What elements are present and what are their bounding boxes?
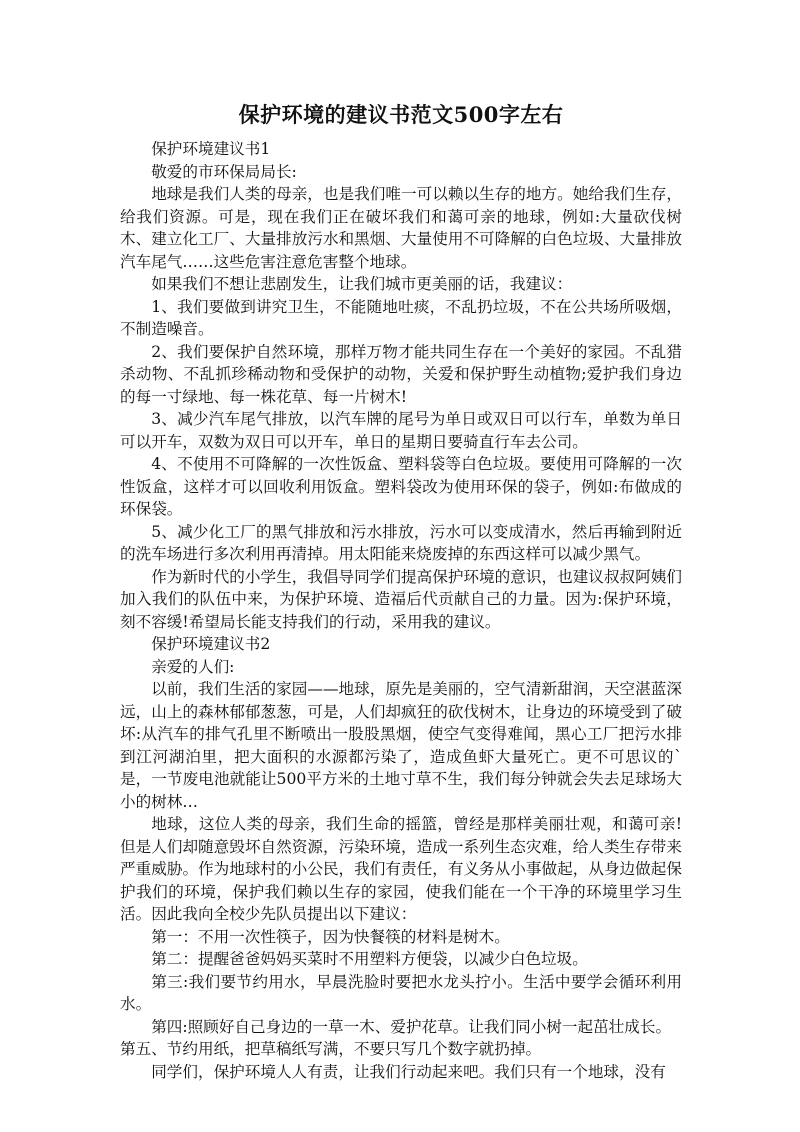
paragraph: 地球，这位人类的母亲，我们生命的摇篮，曾经是那样美丽壮观，和蔼可亲!但是人们却随意毁坏自然资源，污染环境，造成一系列生态灾难，给人类生存带来严重威胁。作为地球村的小公民，我们有责任，有义务从小事做起，从身边做起保护我们的环境，保护我们赖以生存的家园，使我们能在一个干净的环境里学习生活。因此我向全校少先队员提出以下建议：	[120, 815, 682, 923]
paragraph: 地球是我们人类的母亲，也是我们唯一可以赖以生存的地方。她给我们生存，给我们资源。可是，现在我们正在破坏我们和蔼可亲的地球，例如:大量砍伐树木、建立化工厂、大量排放污水和黑烟、大量使用不可降解的白色垃圾、大量排放汽车尾气……这些危害注意危害整个地球。	[120, 185, 682, 271]
document-body	[120, 100, 682, 1083]
paragraph: 1、我们要做到讲究卫生，不能随地吐痰，不乱扔垃圾，不在公共场所吸烟，不制造噪音。	[120, 297, 682, 338]
paragraph: 如果我们不想让悲剧发生，让我们城市更美丽的话，我建议：	[151, 275, 573, 293]
paragraph: 5、减少化工厂的黑气排放和污水排放，污水可以变成清水，然后再输到附近的洗车场进行多次利用再清掉。用太阳能来烧废掉的东西这样可以减少黑气。	[120, 522, 682, 563]
paragraph: 保护环境建议书1	[151, 140, 271, 158]
paragraph: 第二：提醒爸爸妈妈买菜时不用塑料方便袋，以减少白色垃圾。	[151, 950, 588, 968]
paragraph: 敬爱的市环保局局长:	[151, 162, 297, 181]
paragraph: 2、我们要保护自然环境，那样万物才能共同生存在一个美好的家园。不乱猎杀动物、不乱抓珍稀动物和受保护的动物，关爱和保护野生动植物;爱护我们身边的每一寸绿地、每一株花草、每一片树木!	[120, 342, 682, 406]
paragraph: 作为新时代的小学生，我倡导同学们提高保护环境的意识，也建议叔叔阿姨们加入我们的队伍中来，为保护环境、造福后代贡献自己的力量。因为:保护环境，刻不容缓!希望局长能支持我们的行动，采用我的建议。	[120, 567, 682, 631]
paragraph: 第四:照顾好自己身边的一草一木、爱护花草。让我们同小树一起茁壮成长。	[151, 1017, 672, 1036]
paragraph: 保护环境建议书2	[151, 635, 271, 653]
paragraph: 4、不使用不可降解的一次性饭盒、塑料袋等白色垃圾。要使用可降解的一次性饭盒，这样才可以回收利用饭盒。塑料袋改为使用环保的袋子，例如:布做成的环保袋。	[120, 455, 682, 518]
paragraph: 第三:我们要节约用水，早晨洗脸时要把水龙头拧小。生活中要学会循环利用水。	[120, 972, 682, 1013]
paragraph: 第五、节约用纸，把草稿纸写满，不要只写几个数字就扔掉。	[120, 1040, 542, 1058]
paragraph: 同学们，保护环境人人有责，让我们行动起来吧。我们只有一个地球，没有	[151, 1062, 666, 1081]
paragraph: 第一：不用一次性筷子，因为快餐筷的材料是树木。	[151, 927, 510, 946]
paragraph: 亲爱的人们:	[151, 657, 235, 676]
paragraph: 以前，我们生活的家园——地球，原先是美丽的，空气清新甜润，天空湛蓝深远，山上的森林郁郁葱葱，可是，人们却疯狂的砍伐树木，让身边的环境受到了破坏:从汽车的排气孔里不断喷出一股股黑烟，使空气变得难闻，黑心工厂把污水排到江河湖泊里，把大面积的水源都污染了，造成鱼虾大量死亡。更不可思议的`是，一节废电池就能让500平方米的土地寸草不生，我们每分钟就会失去足球场大小的树林…	[120, 680, 682, 811]
document-title: 保护环境的建议书范文500字左右	[238, 102, 564, 127]
paragraph: 3、减少汽车尾气排放，以汽车牌的尾号为单日或双日可以行车，单数为单日可以开车，双数为双日可以开车，单日的星期日要骑直行车去公司。	[120, 410, 682, 451]
paragraph-list	[120, 138, 682, 1083]
